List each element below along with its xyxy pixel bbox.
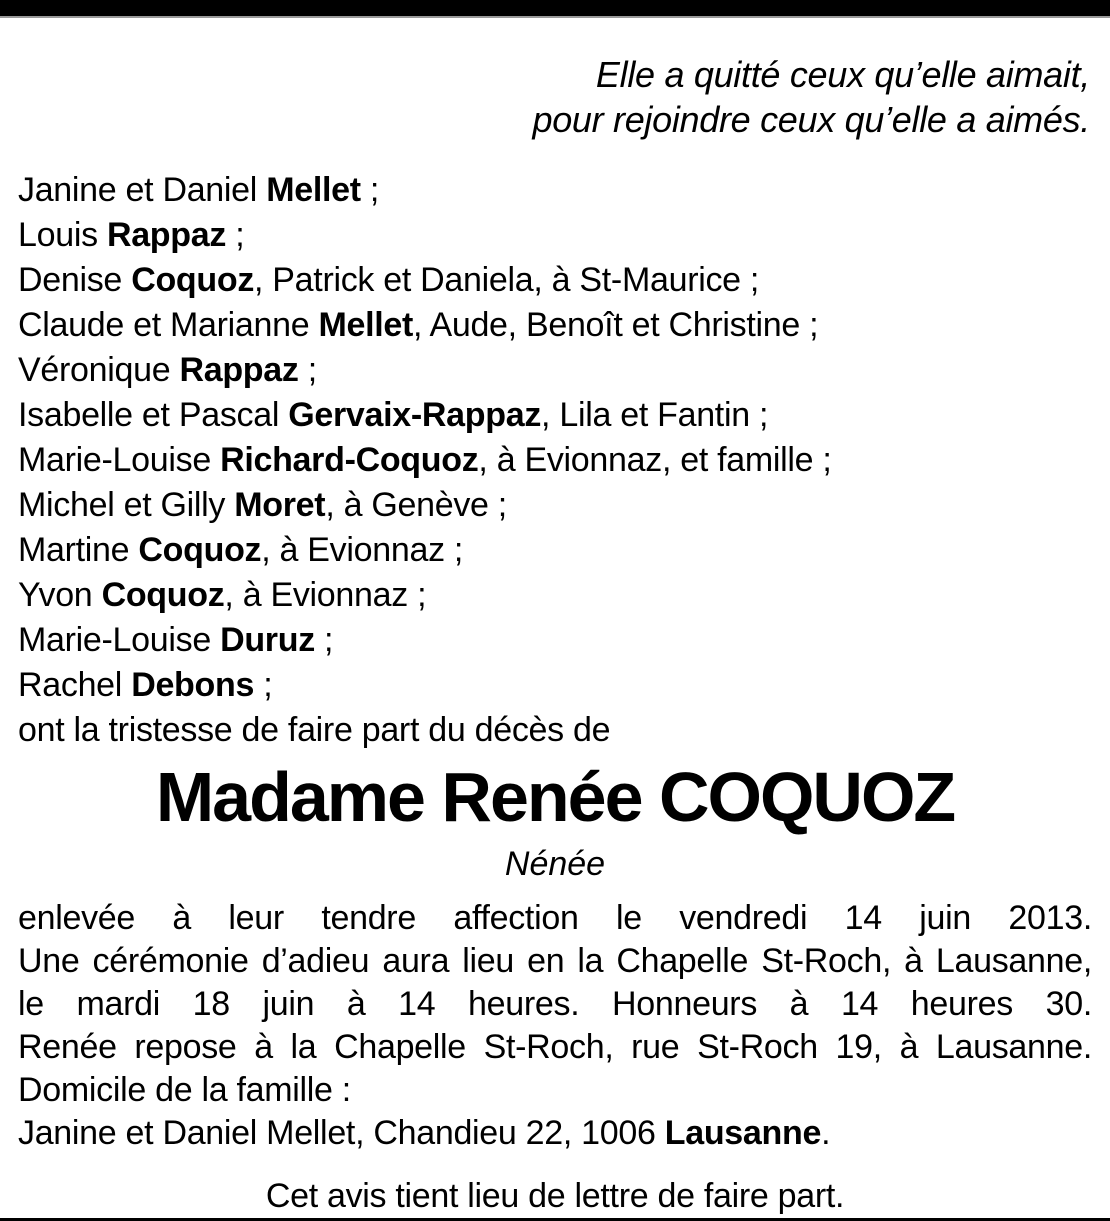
family-given-names: Véronique xyxy=(18,351,180,389)
family-surname: Debons xyxy=(131,666,255,704)
address-text: Janine et Daniel Mellet, Chandieu 22, 1006 xyxy=(18,1114,665,1152)
announcement xyxy=(18,897,1092,1155)
family-list xyxy=(18,168,1092,753)
family-given-names: Claude et Marianne xyxy=(18,306,319,344)
family-detail: ; xyxy=(298,351,317,389)
family-given-names: Michel et Gilly xyxy=(18,486,235,524)
family-given-names: Isabelle et Pascal xyxy=(18,396,289,434)
family-detail: , Lila et Fantin ; xyxy=(541,396,769,434)
family-surname: Mellet xyxy=(318,306,414,344)
home-label: Domicile de la famille : xyxy=(18,1071,351,1109)
family-surname: Rappaz xyxy=(106,216,227,254)
family-surname: Coquoz xyxy=(131,261,255,299)
closing-line: Cet avis tient lieu de lettre de faire part. xyxy=(265,1177,845,1215)
epigraph xyxy=(18,52,1092,142)
family-list-item xyxy=(18,168,1092,213)
family-list-item xyxy=(18,663,1092,708)
intro-line: ont la tristesse de faire part du décès de xyxy=(18,711,611,749)
family-detail: ; xyxy=(226,216,245,254)
family-detail: , Patrick et Daniela, à St-Maurice ; xyxy=(254,261,760,299)
notice-content xyxy=(0,18,1110,1218)
family-surname: Richard-Coquoz xyxy=(220,441,479,479)
family-list-item xyxy=(18,483,1092,528)
family-list-item xyxy=(18,258,1092,303)
family-surname: Coquoz xyxy=(138,531,262,569)
family-given-names: Rachel xyxy=(18,666,132,704)
family-list-item xyxy=(18,528,1092,573)
announcement-line: le mardi 18 juin à 14 heures. Honneurs à 14 heures 30. xyxy=(18,985,1092,1023)
family-surname: Mellet xyxy=(266,171,361,209)
family-given-names: Denise xyxy=(18,261,132,299)
family-list-item xyxy=(18,303,1092,348)
family-given-names: Louis xyxy=(18,216,107,254)
family-detail: ; xyxy=(254,666,273,704)
address-city: Lausanne xyxy=(664,1114,822,1152)
family-detail: , à Genève ; xyxy=(325,486,507,524)
family-given-names: Janine et Daniel xyxy=(18,171,267,209)
deceased-name: Madame Renée COQUOZ xyxy=(155,758,955,836)
family-list-item xyxy=(18,618,1092,663)
family-address xyxy=(18,1112,1092,1155)
family-list-item xyxy=(18,573,1092,618)
family-surname: Coquoz xyxy=(101,576,225,614)
announcement-line: enlevée à leur tendre affection le vendredi 14 juin 2013. xyxy=(18,899,1092,937)
announcement-line: Renée repose à la Chapelle St-Roch, rue St-Roch 19, à Lausanne. xyxy=(18,1028,1092,1066)
family-list-item xyxy=(18,348,1092,393)
family-given-names: Martine xyxy=(18,531,139,569)
address-period: . xyxy=(821,1114,831,1152)
epigraph-line-1: Elle a quitté ceux qu’elle aimait, xyxy=(595,54,1090,95)
top-rule xyxy=(0,0,1110,18)
family-surname: Moret xyxy=(234,486,326,524)
family-list-item xyxy=(18,213,1092,258)
family-given-names: Yvon xyxy=(18,576,102,614)
family-detail: , à Evionnaz ; xyxy=(261,531,464,569)
family-surname: Duruz xyxy=(220,621,315,659)
family-detail: , à Evionnaz, et famille ; xyxy=(478,441,832,479)
family-detail: ; xyxy=(360,171,380,209)
family-given-names: Marie-Louise xyxy=(18,621,221,659)
epigraph-line-2: pour rejoindre ceux qu’elle a aimés. xyxy=(532,99,1090,140)
family-surname: Gervaix-Rappaz xyxy=(288,396,542,434)
deceased-nickname: Nénée xyxy=(504,845,606,883)
family-detail: ; xyxy=(314,621,334,659)
announcement-line: Une cérémonie d’adieu aura lieu en la Chapelle St-Roch, à Lausanne, xyxy=(18,942,1092,980)
family-given-names: Marie-Louise xyxy=(18,441,221,479)
family-detail: , Aude, Benoît et Christine ; xyxy=(413,306,819,344)
family-surname: Rappaz xyxy=(179,351,299,389)
family-detail: , à Evionnaz ; xyxy=(224,576,427,614)
family-list-item xyxy=(18,393,1092,438)
family-list-item xyxy=(18,438,1092,483)
